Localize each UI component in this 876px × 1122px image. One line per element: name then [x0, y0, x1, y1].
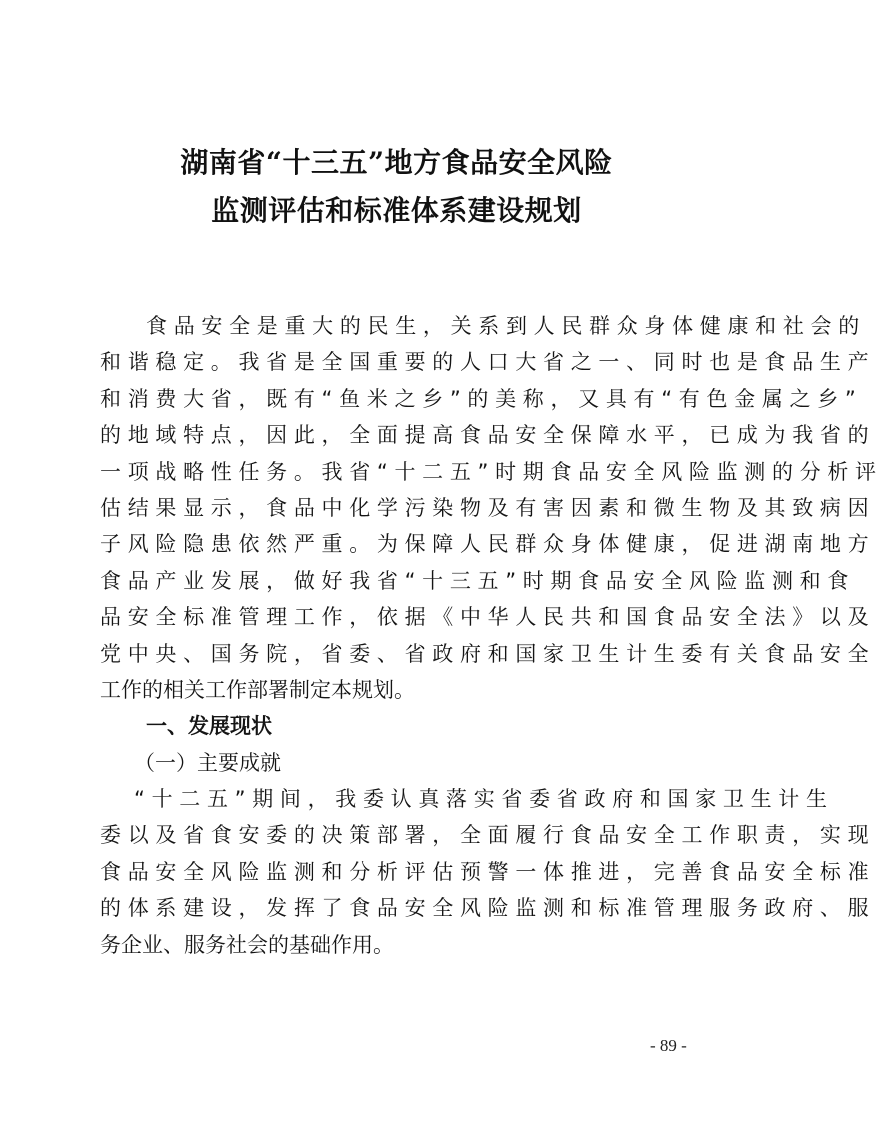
- paragraph-line: 食​ 品​ 安​ 全​ 风​ 险​ 监​ 测​ 和​ 分​ 析​ 评​ 估​ 预​ 警​ 一​ 体​ 推​ 进​ ，​ 完​ 善​ 食​ 品​ 安​ 全​ 标​ 准: [100, 859, 869, 884]
- paragraph-line: 食​ 品​ 安​ 全​ 是​ 重​ 大​ 的​ 民​ 生​ ，​ 关​ 系​ 到​ 人​ 民​ 群​ 众​ 身​ 体​ 健​ 康​ 和​ 社​ 会​ 的: [146, 314, 860, 338]
- paragraph-line: 党​ 中​ 央​ 、​ 国​ 务​ 院​ ，​ 省​ 委​ 、​ 省​ 政​ 府​ 和​ 国​ 家​ 卫​ 生​ 计​ 生​ 委​ 有​ 关​ 食​ 品​ 安​ 全: [100, 641, 869, 666]
- paragraph-line: 品​ 安​ 全​ 标​ 准​ 管​ 理​ 工​ 作​ ，​ 依​ 据​ 《​ 中​ 华​ 人​ 民​ 共​ 和​ 国​ 食​ 品​ 安​ 全​ 法​ 》​ 以​ 及: [100, 605, 869, 630]
- paragraph-line: 和​ 消​ 费​ 大​ 省​ ，​ 既​ 有​ “​ 鱼​ 米​ 之​ 乡​ ”​ 的​ 美​ 称​ ，​ 又​ 具​ 有​ “​ 有​ 色​ 金​ 属​ 之​ 乡​ ”: [100, 386, 856, 411]
- paragraph-line: 和​ 谐​ 稳​ 定​ 。​ 我​ 省​ 是​ 全​ 国​ 重​ 要​ 的​ 人​ 口​ 大​ 省​ 之​ 一​ 、​ 同​ 时​ 也​ 是​ 食​ 品​ 生​ 产: [100, 350, 869, 375]
- paragraph-line: 一​ 项​ 战​ 略​ 性​ 任​ 务​ 。​ 我​ 省​ “​ 十​ 二​ 五​ ”​ 时​ 期​ 食​ 品​ 安​ 全​ 风​ 险​ 监​ 测​ 的​ 分​ 析​ 评: [100, 459, 876, 484]
- paragraph-line: 工作的相关工作部署制定本规划。: [100, 677, 415, 702]
- document-body: [100, 308, 876, 963]
- achievement-paragraph: [100, 781, 869, 963]
- paragraph-line: 食​ 品​ 产​ 业​ 发​ 展​ ，​ 做​ 好​ 我​ 省​ “​ 十​ 三​ 五​ ”​ 时​ 期​ 食​ 品​ 安​ 全​ 风​ 险​ 监​ 测​ 和​ 食: [100, 568, 849, 593]
- intro-paragraph: [100, 308, 876, 708]
- section-heading: 一、发展现状: [146, 714, 272, 739]
- paragraph-line: 的​ 地​ 域​ 特​ 点​ ，​ 因​ 此​ ，​ 全​ 面​ 提​ 高​ 食​ 品​ 安​ 全​ 保​ 障​ 水​ 平​ ，​ 已​ 成​ 为​ 我​ 省​ 的: [100, 423, 869, 448]
- paragraph-line: 务企业、服务社会的基础作用。: [100, 932, 394, 957]
- paragraph-line: 委​ 以​ 及​ 省​ 食​ 安​ 委​ 的​ 决​ 策​ 部​ 署​ ，​ 全​ 面​ 履​ 行​ 食​ 品​ 安​ 全​ 工​ 作​ 职​ 责​ ，​ 实​ 现: [100, 823, 869, 848]
- subsection-heading: （一）主要成就: [134, 750, 281, 775]
- paragraph-line: 的​ 体​ 系​ 建​ 设​ ，​ 发​ 挥​ 了​ 食​ 品​ 安​ 全​ 风​ 险​ 监​ 测​ 和​ 标​ 准​ 管​ 理​ 服​ 务​ 政​ 府​ 、​ 服: [100, 896, 869, 921]
- paragraph-line: 估​ 结​ 果​ 显​ 示​ ，​ 食​ 品​ 中​ 化​ 学​ 污​ 染​ 物​ 及​ 有​ 害​ 因​ 素​ 和​ 微​ 生​ 物​ 及​ 其​ 致​ 病​ 因: [100, 495, 869, 520]
- paragraph-line: “​ 十​ 二​ 五​ ”​ 期​ 间​ ，​ 我​ 委​ 认​ 真​ 落​ 实​ 省​ 委​ 省​ 政​ 府​ 和​ 国​ 家​ 卫​ 生​ 计​ 生: [134, 787, 827, 812]
- title-line-2: 监测评估和标准体系建设规划: [211, 194, 582, 227]
- title-line-1: 湖南省“十三五”地方食品安全风险: [180, 146, 613, 179]
- page-number: - 89 -: [650, 1036, 687, 1055]
- paragraph-line: 子​ 风​ 险​ 隐​ 患​ 依​ 然​ 严​ 重​ 。​ 为​ 保​ 障​ 人​ 民​ 群​ 众​ 身​ 体​ 健​ 康​ ，​ 促​ 进​ 湖​ 南​ 地​ 方: [100, 532, 869, 557]
